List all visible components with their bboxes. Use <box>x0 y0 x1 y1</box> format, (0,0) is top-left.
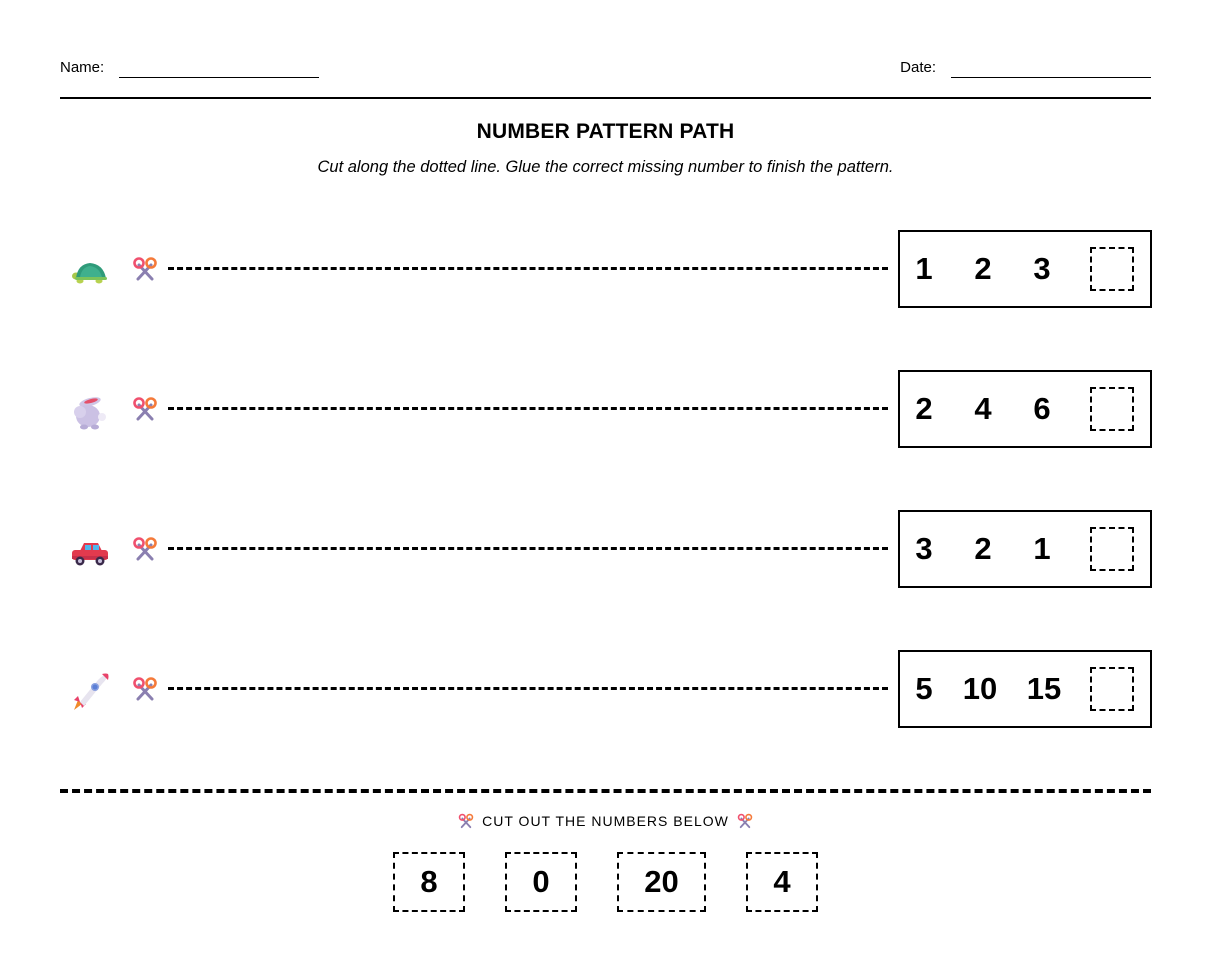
number-tile[interactable]: 20 <box>617 852 706 912</box>
pattern-box <box>898 650 1152 728</box>
name-field <box>60 58 319 78</box>
header-divider <box>60 97 1151 99</box>
pattern-number: 3 <box>915 531 933 566</box>
number-tiles <box>60 852 1151 914</box>
worksheet-page <box>60 0 1151 973</box>
pattern-row <box>60 650 1151 728</box>
answer-slot[interactable] <box>1090 667 1134 711</box>
cut-line <box>168 267 888 270</box>
pattern-number: 5 <box>915 671 933 706</box>
pattern-box <box>898 230 1152 308</box>
pattern-number: 1 <box>1033 531 1051 566</box>
pattern-row <box>60 370 1151 448</box>
pattern-box <box>898 370 1152 448</box>
pattern-number: 2 <box>974 251 992 286</box>
cut-out-divider <box>60 789 1151 793</box>
page-title: NUMBER PATTERN PATH <box>476 120 735 143</box>
instructions: Cut along the dotted line. Glue the correct missing number to finish the pattern. <box>317 158 894 176</box>
date-field <box>900 58 1151 78</box>
pattern-number: 10 <box>962 671 998 706</box>
pattern-number: 15 <box>1026 671 1062 706</box>
rocket-icon <box>68 670 112 714</box>
pattern-number: 2 <box>974 531 992 566</box>
number-tile[interactable]: 0 <box>505 852 577 912</box>
car-icon <box>68 530 112 574</box>
cut-out-label: CUT OUT THE NUMBERS BELOW <box>482 813 729 829</box>
answer-slot[interactable] <box>1090 247 1134 291</box>
cut-line <box>168 407 888 410</box>
number-tile[interactable]: 4 <box>746 852 818 912</box>
scissors-icon <box>132 256 158 282</box>
scissors-icon <box>132 396 158 422</box>
scissors-icon <box>458 813 474 829</box>
cut-line <box>168 687 888 690</box>
scissors-icon <box>132 676 158 702</box>
answer-slot[interactable] <box>1090 527 1134 571</box>
date-label: Date: <box>900 59 936 76</box>
pattern-number: 3 <box>1033 251 1051 286</box>
pattern-number: 4 <box>974 391 992 426</box>
answer-slot[interactable] <box>1090 387 1134 431</box>
date-input-line[interactable] <box>951 63 1151 78</box>
rabbit-icon <box>68 390 112 434</box>
pattern-number: 2 <box>915 391 933 426</box>
pattern-box <box>898 510 1152 588</box>
pattern-row <box>60 230 1151 308</box>
worksheet-header <box>60 58 1151 82</box>
number-tile[interactable]: 8 <box>393 852 465 912</box>
scissors-icon <box>132 536 158 562</box>
scissors-icon <box>737 813 753 829</box>
name-input-line[interactable] <box>119 63 319 78</box>
pattern-row <box>60 510 1151 588</box>
turtle-icon <box>68 250 112 294</box>
cut-line <box>168 547 888 550</box>
pattern-number: 6 <box>1033 391 1051 426</box>
cut-out-heading <box>60 813 1151 829</box>
pattern-number: 1 <box>915 251 933 286</box>
name-label: Name: <box>60 59 105 76</box>
